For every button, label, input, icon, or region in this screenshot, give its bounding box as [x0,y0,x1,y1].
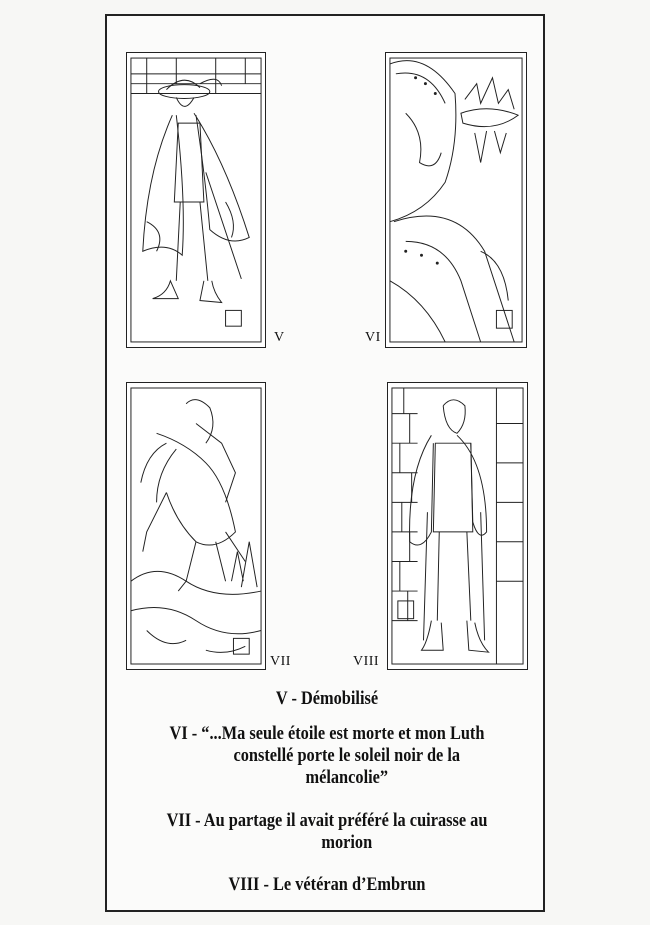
page-frame [105,14,545,912]
caption-vii-line-2: morion [321,832,373,853]
veteran-drawing [388,383,527,669]
caption-vii-line-1: VII - Au partage il avait préféré la cuirasse au [166,810,488,831]
plate-vii-illustration [126,382,266,670]
plate-v-numeral: V [274,330,285,345]
caption-v [138,688,516,710]
plate-vi-numeral: VI [365,330,381,345]
plate-v-illustration [126,52,266,348]
helmeted-soldier-drawing [386,53,526,347]
plate-viii-illustration [387,382,528,670]
caption-viii-text: VIII - Le vétéran d’Embrun [228,874,426,895]
caption-vii [138,810,516,854]
plate-vii-numeral: VII [270,654,291,669]
caption-viii [138,874,516,896]
caption-vi-line-3: mélancolie” [305,767,389,788]
cavalier-drawing [127,53,265,347]
caption-vi [138,723,516,789]
rider-horse-drawing [127,383,265,669]
plate-viii-numeral: VIII [353,654,380,669]
caption-vi-line-1: VI - “...Ma seule étoile est morte et mon Luth [169,723,485,744]
caption-v-text: V - Démobilisé [275,688,379,709]
caption-vi-line-2: constellé porte le soleil noir de la [233,745,461,766]
plate-vi-illustration [385,52,527,348]
